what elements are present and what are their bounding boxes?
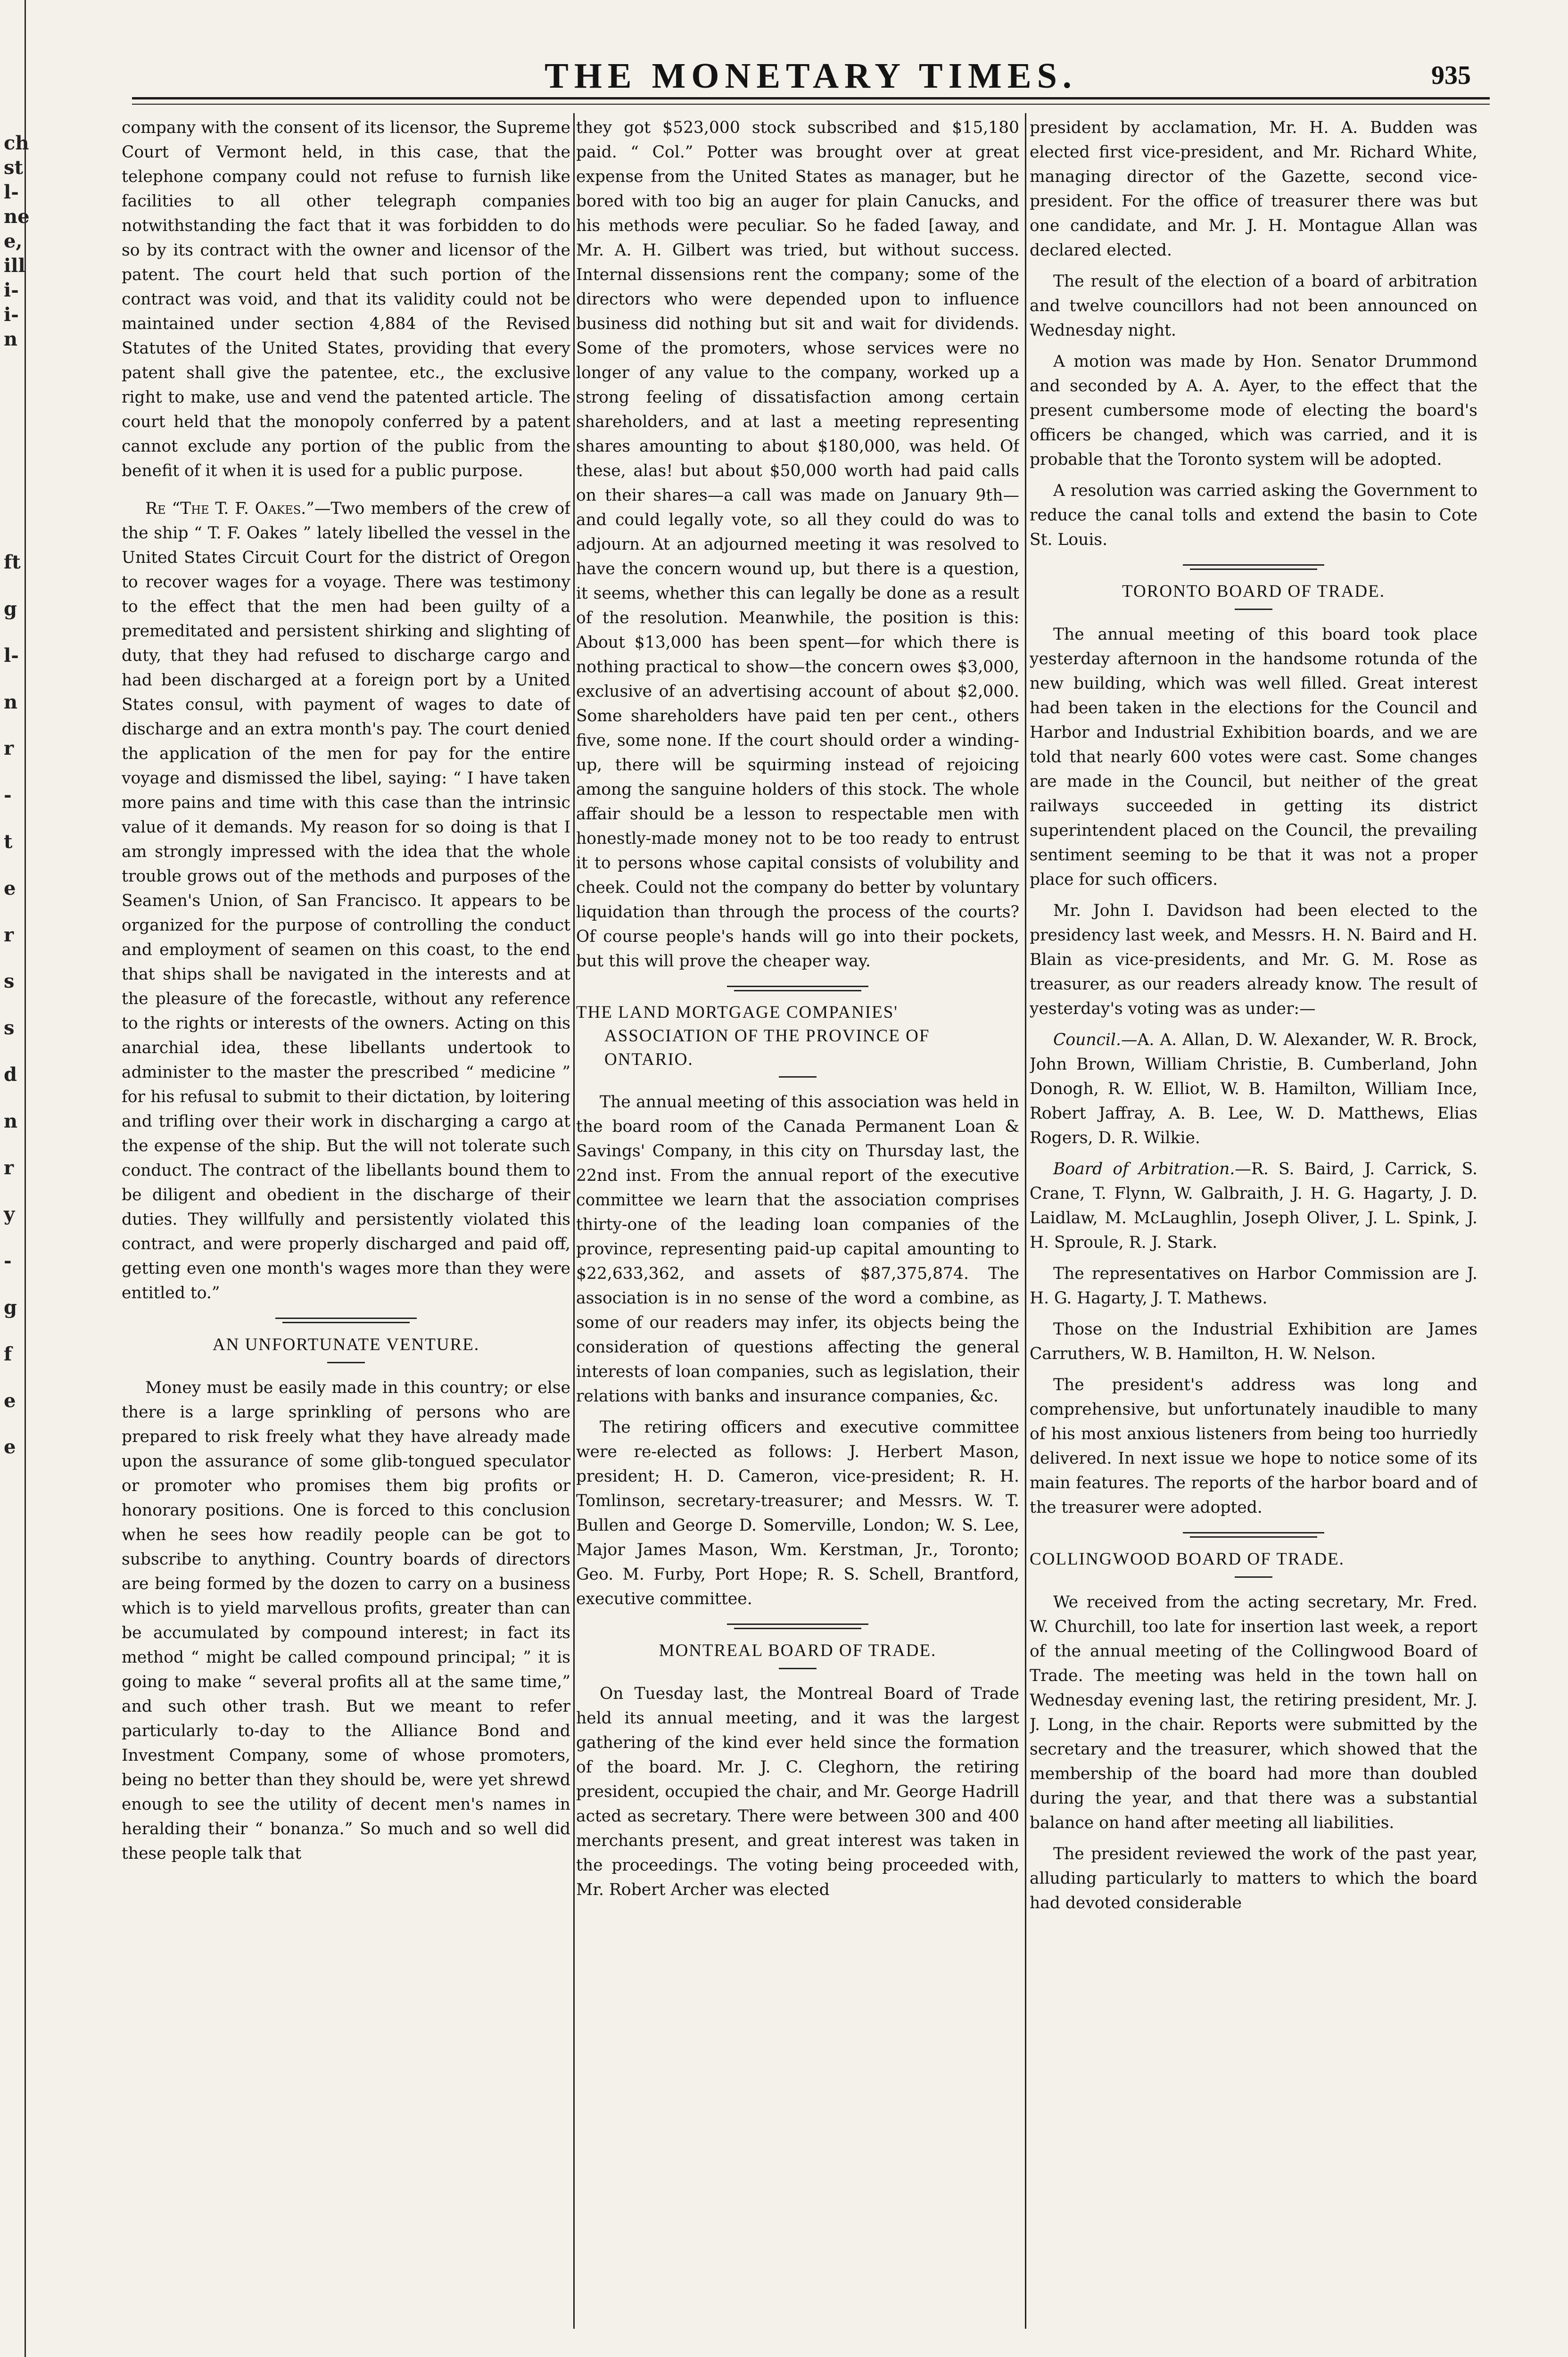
column-3: [1030, 115, 1477, 2303]
edge-fragment: t: [4, 831, 13, 853]
edge-fragment: r: [4, 1156, 14, 1179]
edge-fragment: -: [4, 1250, 12, 1272]
edge-fragment: g: [4, 598, 17, 620]
paragraph-lead: Re “The T. F. Oakes.”: [145, 499, 314, 518]
edge-fragment: d: [4, 1063, 17, 1086]
paragraph: company with the consent of its licensor, the Supreme Court of Vermont held, in this case, that the telephone company could not refuse to furnish like facilities to all other telegraph companies notwithstanding the fact that it was forbidden to do so by its contract with the owner and licensor of the patent. The court held that such portion of the contract was void, and that its validity could not be maintained under section 4,884 of the Revised Statutes of the United States, providing that every patent shall give the patentee, etc., the exclusive right to make, use and vend the patented article. The court held that the monopoly conferred by a patent cannot exclude any portion of the public from the benefit of it when it is used for a public purpose.: [122, 118, 570, 480]
heading-rule: [779, 1668, 817, 1669]
paragraph: The annual meeting of this association was held in the board room of the Canada Permanent Loan & Savings' Company, in this city on Thursday last, the 22nd inst. From the annual report of the executive committee we learn that the association comprises thirty-one of the leading loan companies of the province, representing paid-up capital amounting to $22,633,362, and assets of $87,375,874. The association is in no sense of the word a combine, as some of our readers may infer, its objects being the consideration of questions affecting the general interests of loan companies, such as legislation, their relations with banks and insurance companies, &c.: [576, 1093, 1019, 1406]
paragraph: The representatives on Harbor Commission are J. H. G. Hagarty, J. T. Mathews.: [1030, 1264, 1477, 1308]
council-names: —A. A. Allan, D. W. Alexander, W. R. Brock, John Brown, William Christie, B. Cumberland, John Donogh, R. W. Elliot, W. B. Hamilton, William Ince, Robert Jaffray, A. B. Lee, W. D. Matthews, Elias Rogers, D. R. Wilkie.: [1030, 1030, 1477, 1147]
paragraph: Those on the Industrial Exhibition are James Carruthers, W. B. Hamilton, H. W. Nelson.: [1030, 1320, 1477, 1363]
paragraph-oakes: [122, 496, 570, 1305]
paragraph: Money must be easily made in this country; or else there is a large sprinkling of persons who are prepared to risk freely what they have already made upon the assurance of some glib-tongued speculator or promoter who promises them big profits or honorary positions. One is forced to this conclusion when he sees how readily people can be got to subscribe to anything. Country boards of directors are being formed by the dozen to carry on a business which is to yield marvellous profits, greater than can be accumulated by compound interest; in fact its method “ might be called compound principal; ” it is going to make “ several profits all at the same time,” and such other trash. But we meant to refer particularly to-day to the Alliance Bond and Investment Company, some of whose promoters, being no better than they should be, were yet shrewd enough to see the utility of decent men's names in heralding their “ bonanza.” So much and so well did these people talk that: [122, 1378, 570, 1863]
edge-fragment: -: [4, 784, 12, 807]
paragraph: they got $523,000 stock subscribed and $15,180 paid. “ Col.” Potter was brought over at great expense from the United States as manager, but he bored with too big an auger for plain Canucks, and his methods were peculiar. So he faded [away, and Mr. A. H. Gilbert was tried, but without success. Internal dissensions rent the company; some of the directors who were depended upon to influence business did nothing but sit and wait for dividends. Some of the promoters, whose services were no longer of any value to the company, worked up a strong feeling of dissatisfaction among certain shareholders, and at last a meeting representing shares amounting to about $180,000, was held. Of these, alas! but about $50,000 worth had paid calls on their shares—a call was made on January 9th—and could legally vote, so all they could do was to adjourn. At an adjourned meeting it was resolved to have the concern wound up, but there is a question, it seems, whether this can legally be done as a result of the resolution. Meanwhile, the position is this: About $13,000 has been spent—for which there is nothing practical to show—the concern owes $3,000, exclusive of an advertising account of about $2,000. Some shareholders have paid ten per cent., others five, some none. If the court should order a winding-up, there will be squirming instead of rejoicing among the sanguine holders of this stock. The whole affair should be a lesson to respectable men with honestly-made money not to be too ready to entrust it to persons whose capital consists of volubility and cheek. Could not the company do better by voluntary liquidation than through the process of the courts? Of course people's hands will go into their pockets, but this will prove the cheaper way.: [576, 118, 1019, 971]
masthead: [132, 56, 1490, 100]
edge-fragment: e,: [4, 230, 23, 252]
heading-rule: [1235, 609, 1272, 610]
edge-fragment: n: [4, 328, 18, 350]
edge-fragment: i-: [4, 304, 19, 326]
section-separator: [727, 1624, 868, 1629]
edge-fragment: e: [4, 877, 16, 899]
edge-fragment: ch: [4, 132, 29, 154]
edge-fragment: st: [4, 157, 23, 179]
edge-fragment: f: [4, 1343, 12, 1365]
section-heading: COLLINGWOOD BOARD OF TRADE.: [1030, 1549, 1345, 1569]
edge-fragment: n: [4, 691, 18, 713]
paragraph: A motion was made by Hon. Senator Drummond and seconded by A. A. Ayer, to the effect that the present cumbersome mode of electing the board's officers be changed, which was carried, and it is probable that the Toronto system will be adopted.: [1030, 352, 1477, 469]
arbitration-label: Board of Arbitration.: [1053, 1160, 1235, 1178]
edge-fragment: s: [4, 1017, 15, 1039]
edge-fragment: r: [4, 923, 14, 946]
masthead-rule-thin: [132, 104, 1490, 105]
page-number: 935: [1431, 61, 1471, 90]
council-label: Council.: [1053, 1030, 1121, 1049]
edge-fragment: l-: [4, 644, 19, 667]
column-1: [122, 115, 570, 2303]
section-separator: [1183, 1532, 1324, 1538]
edge-fragment: n: [4, 1110, 18, 1132]
edge-fragment: i-: [4, 279, 19, 301]
edge-fragment: e: [4, 1389, 16, 1412]
heading-rule: [1235, 1576, 1272, 1578]
paragraph: president by acclamation, Mr. H. A. Budden was elected first vice-president, and Mr. Richard White, managing director of the Gazette, second vice-president. For the office of treasurer there was but one candidate, and Mr. J. H. Montague Allan was declared elected.: [1030, 118, 1477, 260]
section-heading: TORONTO BOARD OF TRADE.: [1122, 582, 1385, 601]
paragraph: A resolution was carried asking the Government to reduce the canal tolls and extend the basin to Cote St. Louis.: [1030, 481, 1477, 549]
section-heading: AN UNFORTUNATE VENTURE.: [212, 1335, 480, 1354]
paragraph: Mr. John I. Davidson had been elected to the presidency last week, and Messrs. H. N. Baird and H. Blain as vice-presidents, and Mr. G. M. Rose as treasurer, as our readers already know. The result of yesterday's voting was as under:—: [1030, 901, 1477, 1018]
masthead-rule: [132, 97, 1490, 99]
paragraph: On Tuesday last, the Montreal Board of Trade held its annual meeting, and it was the largest gathering of the kind ever held since the formation of the board. Mr. J. C. Cleghorn, the retiring president, occupied the chair, and Mr. George Hadrill acted as secretary. There were between 300 and 400 merchants present, and great interest was taken in the proceedings. The voting being proceeded with, Mr. Robert Archer was elected: [576, 1684, 1019, 1899]
arbitration-names: —R. S. Baird, J. Carrick, S. Crane, T. Flynn, W. Galbraith, J. H. G. Hagarty, J. D. Laidlaw, M. McLaughlin, Joseph Oliver, J. L. Spink, J. H. Sproule, R. J. Stark.: [1030, 1160, 1477, 1252]
heading-rule: [779, 1076, 817, 1078]
section-separator: [727, 986, 868, 991]
section-heading: MONTREAL BOARD OF TRADE.: [659, 1641, 937, 1660]
section-separator: [275, 1318, 417, 1323]
edge-fragment: l-: [4, 181, 19, 203]
edge-fragment: ne: [4, 206, 30, 228]
edge-fragment: ill: [4, 255, 25, 277]
edge-fragment: y: [4, 1203, 15, 1226]
council-list: [1030, 1028, 1477, 1150]
section-heading: THE LAND MORTGAGE COMPANIES' ASSOCIATION OF THE PROVINCE OF ONTARIO.: [576, 1003, 930, 1069]
column-2: [576, 115, 1019, 2303]
edge-fragment: s: [4, 970, 15, 993]
column-divider-2: [1025, 113, 1026, 2329]
section-separator: [1183, 564, 1324, 570]
heading-rule: [327, 1362, 365, 1363]
paragraph: The result of the election of a board of arbitration and twelve councillors had not been announced on Wednesday night.: [1030, 272, 1477, 340]
paragraph: The president's address was long and comprehensive, but unfortunately inaudible to many of his most anxious listeners from being too hurriedly delivered. In next issue we hope to notice some of its main features. The reports of the harbor board and of the treasurer were adopted.: [1030, 1376, 1477, 1517]
paragraph: We received from the acting secretary, Mr. Fred. W. Churchill, too late for insertion last week, a report of the annual meeting of the Collingwood Board of Trade. The meeting was held in the town hall on Wednesday evening last, the retiring president, Mr. J. J. Long, in the chair. Reports were submitted by the secretary and the treasurer, which showed that the membership of the board had more than doubled during the year, and that there was a substantial balance on hand after meeting all liabilities.: [1030, 1593, 1477, 1832]
arbitration-list: [1030, 1157, 1477, 1255]
paragraph: The president reviewed the work of the past year, alluding particularly to matters to which the board had devoted considerable: [1030, 1845, 1477, 1912]
column-divider-1: [573, 113, 575, 2329]
edge-fragment: ft: [4, 551, 21, 574]
edge-fragment: r: [4, 737, 14, 760]
paragraph: The retiring officers and executive committee were re-elected as follows: J. Herbert Mason, president; H. D. Cameron, vice-president; R. H. Tomlinson, secretary-treasurer; and Messrs. W. T. Bullen and George D. Somerville, London; W. S. Lee, Major James Mason, Wm. Kerstman, Jr., Toronto; Geo. M. Furby, Port Hope; R. S. Schell, Brantford, executive committee.: [576, 1418, 1019, 1608]
edge-fragment: g: [4, 1296, 17, 1319]
publication-title: THE MONETARY TIMES.: [545, 56, 1077, 96]
paragraph-body: —Two members of the crew of the ship “ T. F. Oakes ” lately libelled the vessel in the United States Circuit Court for the district of Oregon to recover wages for a voyage. There was testimony to the effect that the men had been guilty of a premeditated and persistent shirking and slighting of duty, that they had refused to discharge cargo and had been discharged at a foreign port by a United States consul, with payment of wages to date of discharge and an extra month's pay. The court denied the application of the men for pay for the entire voyage and dismissed the libel, saying: “ I have taken more pains and time with this case than the intrinsic value of it demands. My reason for so doing is that I am strongly impressed with the idea that the whole trouble grows out of the methods and purposes of the Seamen's Union, of San Francisco. It appears to be organized for the purpose of controlling the conduct and employment of seamen on this coast, to the end that ships shall be navigated in the interests and at the pleasure of the forecastle, without any reference to the rights or interests of the owners. Acting on this anarchial idea, these libellants undertook to administer to the master the prescribed “ medicine ” for his refusal to submit to their dictation, by loitering and trifling over their work in discharging a cargo at the expense of the ship. But the will not tolerate such conduct. The contract of the libellants bound them to be diligent and obedient in the discharge of their duties. They willfully and persistently violated this contract, and were properly discharged and paid off, getting even one month's wages more than they were entitled to.”: [122, 499, 570, 1302]
paragraph: The annual meeting of this board took place yesterday afternoon in the handsome rotunda of the new building, which was well filled. Great interest had been taken in the elections for the Council and Harbor and Industrial Exhibition boards, and we are told that nearly 600 votes were cast. Some changes are made in the Council, but neither of the great railways succeeded in getting its district superintendent placed on the Council, the prevailing sentiment seeming to be that it was not a proper place for such officers.: [1030, 625, 1477, 889]
edge-fragment: e: [4, 1436, 16, 1459]
